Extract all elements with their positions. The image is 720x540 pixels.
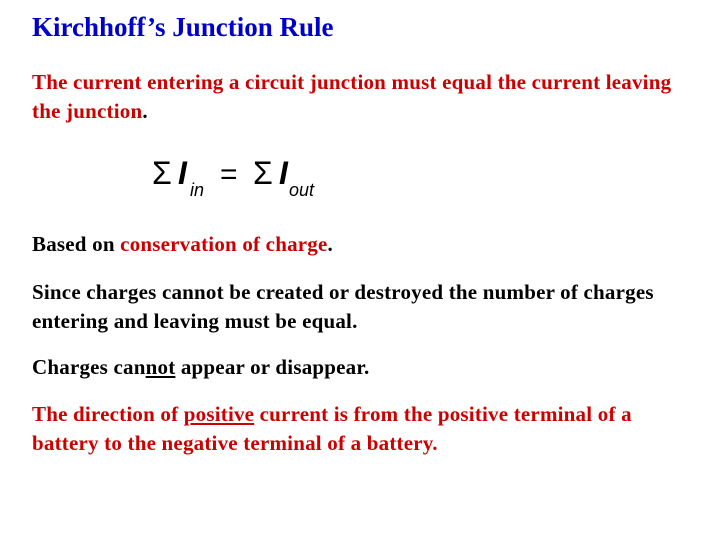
- conservation-period: .: [327, 232, 333, 256]
- cannot-before: Charges can: [32, 355, 146, 379]
- equation-sum-out: Σ: [253, 155, 273, 191]
- junction-rule-period: .: [142, 99, 148, 123]
- equation-current-in: I: [178, 155, 187, 191]
- junction-rule-statement: [32, 68, 692, 126]
- equation-subscript-out: out: [289, 180, 315, 200]
- equation-sum-in: Σ: [152, 155, 172, 191]
- charges-cannot-paragraph: [32, 353, 692, 382]
- cannot-after: appear or disappear.: [175, 355, 370, 379]
- direction-after: current is from the positive terminal of a battery to the negative terminal of a battery.: [32, 402, 632, 455]
- slide-title: Kirchhoff’s Junction Rule: [32, 12, 334, 42]
- junction-rule-equation: [150, 148, 330, 206]
- equation-current-out: I: [279, 155, 288, 191]
- direction-underlined: positive: [183, 402, 255, 426]
- direction-paragraph: [32, 400, 692, 458]
- direction-before: The direction of: [32, 402, 184, 426]
- conservation-statement: [32, 230, 692, 259]
- junction-rule-text: The current entering a circuit junction must equal the current leaving the junction: [32, 70, 672, 123]
- cannot-underlined: not: [145, 355, 176, 379]
- since-charges-paragraph: Since charges cannot be created or destroyed the number of charges entering and leaving must be equal.: [32, 280, 654, 333]
- conservation-prefix: Based on: [32, 232, 121, 256]
- equation-subscript-in: in: [190, 180, 205, 200]
- conservation-highlight: conservation of charge: [120, 232, 328, 256]
- equation-equals: =: [220, 158, 238, 191]
